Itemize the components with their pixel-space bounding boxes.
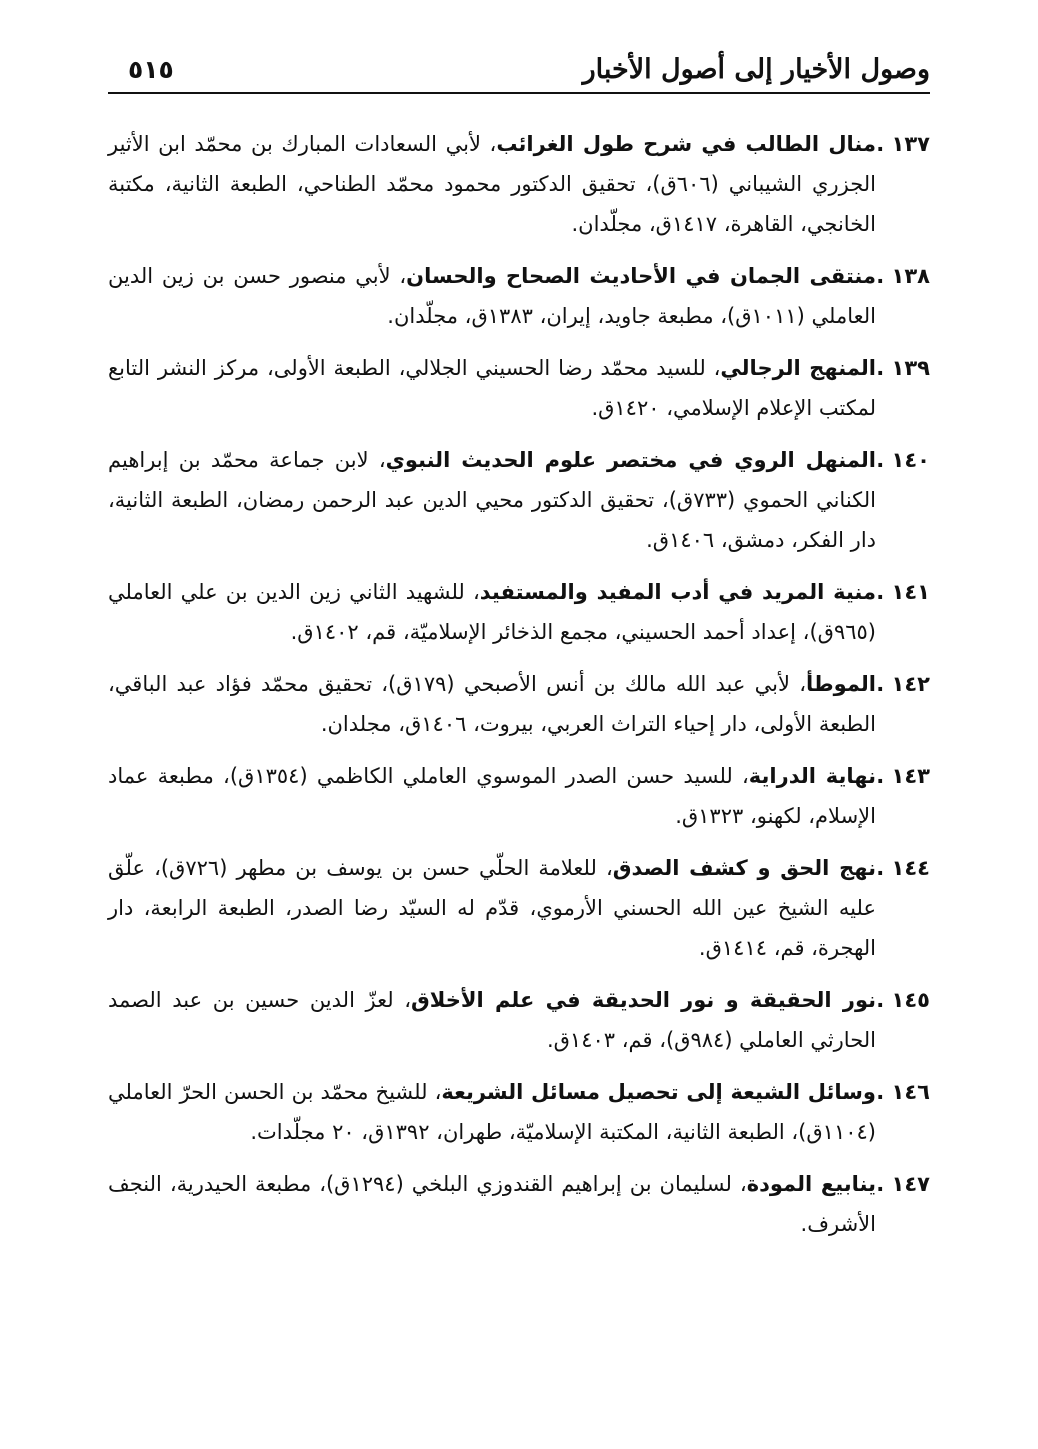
bibliography-entry bbox=[108, 756, 930, 836]
page-number: ٥١٥ bbox=[128, 55, 174, 84]
entry-number: ١٤٥ . bbox=[876, 988, 930, 1012]
entry-details: ، لأبي السعادات المبارك بن محمّد ابن الأثير الجزري الشيباني (٦٠٦ق)، تحقيق الدكتور محمود محمّد الطناحي، الطبعة الثانية، مكتبة الخانجي، القاهرة، ١٤١٧ق، مجلّدان. bbox=[108, 132, 876, 236]
entry-number: ١٤١ . bbox=[876, 580, 930, 604]
entry-title: وسائل الشيعة إلى تحصيل مسائل الشريعة bbox=[441, 1080, 876, 1104]
entry-title: المنهج الرجالي bbox=[720, 356, 876, 380]
bibliography-entry bbox=[108, 664, 930, 744]
entry-details: ، لابن جماعة محمّد بن إبراهيم الكناني الحموي (٧٣٣ق)، تحقيق الدكتور محيي الدين عبد الرحمن رمضان، الطبعة الثانية، دار الفكر، دمشق، ١٤٠٦ق. bbox=[108, 448, 877, 552]
running-header bbox=[108, 40, 930, 90]
entry-title: ينابيع المودة bbox=[746, 1172, 876, 1196]
bibliography-entry bbox=[108, 124, 930, 244]
entry-details: ، للشهيد الثاني زين الدين بن علي العاملي (٩٦٥ق)، إعداد أحمد الحسيني، مجمع الذخائر الإسلاميّة، قم، ١٤٠٢ق. bbox=[108, 580, 876, 644]
entry-number: ١٣٧ . bbox=[876, 132, 930, 156]
entry-number: ١٤٢ . bbox=[876, 672, 930, 696]
running-title: وصول الأخيار إلى أصول الأخبار bbox=[582, 54, 930, 85]
entry-details: ، لعزّ الدين حسين بن عبد الصمد الحارثي العاملي (٩٨٤ق)، قم، ١٤٠٣ق. bbox=[108, 988, 876, 1052]
entry-number: ١٣٩ . bbox=[876, 356, 930, 380]
bibliography-entry bbox=[108, 1164, 930, 1244]
bibliography-entry bbox=[108, 256, 930, 336]
entry-title: منية المريد في أدب المفيد والمستفيد bbox=[479, 580, 876, 604]
entry-title: منتقى الجمان في الأحاديث الصحاح والحسان bbox=[406, 264, 876, 288]
entry-title: الموطأ bbox=[806, 672, 876, 696]
entry-title: نهاية الدراية bbox=[748, 764, 877, 788]
entry-number: ١٤٧ . bbox=[876, 1172, 930, 1196]
entry-title: المنهل الروي في مختصر علوم الحديث النبوي bbox=[385, 448, 876, 472]
entry-number: ١٤٣ . bbox=[876, 764, 930, 788]
bibliography-entry bbox=[108, 980, 930, 1060]
entry-details: ، لأبي منصور حسن بن زين الدين العاملي (١٠١١ق)، مطبعة جاويد، إيران، ١٣٨٣ق، مجلّدان. bbox=[108, 264, 876, 328]
bibliography-entry bbox=[108, 348, 930, 428]
entry-details: ، لأبي عبد الله مالك بن أنس الأصبحي (١٧٩ق)، تحقيق محمّد فؤاد عبد الباقي، الطبعة الأولى، دار إحياء التراث العربي، بيروت، ١٤٠٦ق، مجلدان. bbox=[108, 672, 876, 736]
entry-details: ، لسليمان بن إبراهيم القندوزي البلخي (١٢٩٤ق)، مطبعة الحيدرية، النجف الأشرف. bbox=[108, 1172, 876, 1236]
entry-number: ١٤٤ . bbox=[876, 856, 930, 880]
bibliography-entry bbox=[108, 572, 930, 652]
entry-details: ، للسيد محمّد رضا الحسيني الجلالي، الطبعة الأولى، مركز النشر التابع لمكتب الإعلام الإسلامي، ١٤٢٠ق. bbox=[108, 356, 876, 420]
bibliography-entry bbox=[108, 848, 930, 968]
bibliography-list bbox=[108, 124, 930, 1256]
entry-number: ١٤٠ . bbox=[876, 448, 930, 472]
entry-number: ١٣٨ . bbox=[876, 264, 930, 288]
entry-title: نور الحقيقة و نور الحديقة في علم الأخلاق bbox=[411, 988, 877, 1012]
entry-title: نهج الحق و كشف الصدق bbox=[612, 856, 876, 880]
entry-title: منال الطالب في شرح طول الغرائب bbox=[496, 132, 877, 156]
entry-details: ، للعلامة الحلّي حسن بن يوسف بن مطهر (٧٢٦ق)، علّق عليه الشيخ عين الله الحسني الأرموي، قدّم له السيّد رضا الصدر، الطبعة الرابعة، دار الهجرة، قم، ١٤١٤ق. bbox=[108, 856, 876, 960]
header-divider bbox=[108, 92, 930, 94]
entry-number: ١٤٦ . bbox=[876, 1080, 930, 1104]
bibliography-entry bbox=[108, 1072, 930, 1152]
entry-details: ، للشيخ محمّد بن الحسن الحرّ العاملي (١١٠٤ق)، الطبعة الثانية، المكتبة الإسلاميّة، طهران، ١٣٩٢ق، ٢٠ مجلّدات. bbox=[108, 1080, 876, 1144]
bibliography-entry bbox=[108, 440, 930, 560]
entry-details: ، للسيد حسن الصدر الموسوي العاملي الكاظمي (١٣٥٤ق)، مطبعة عماد الإسلام، لكهنو، ١٣٢٣ق. bbox=[108, 764, 876, 828]
